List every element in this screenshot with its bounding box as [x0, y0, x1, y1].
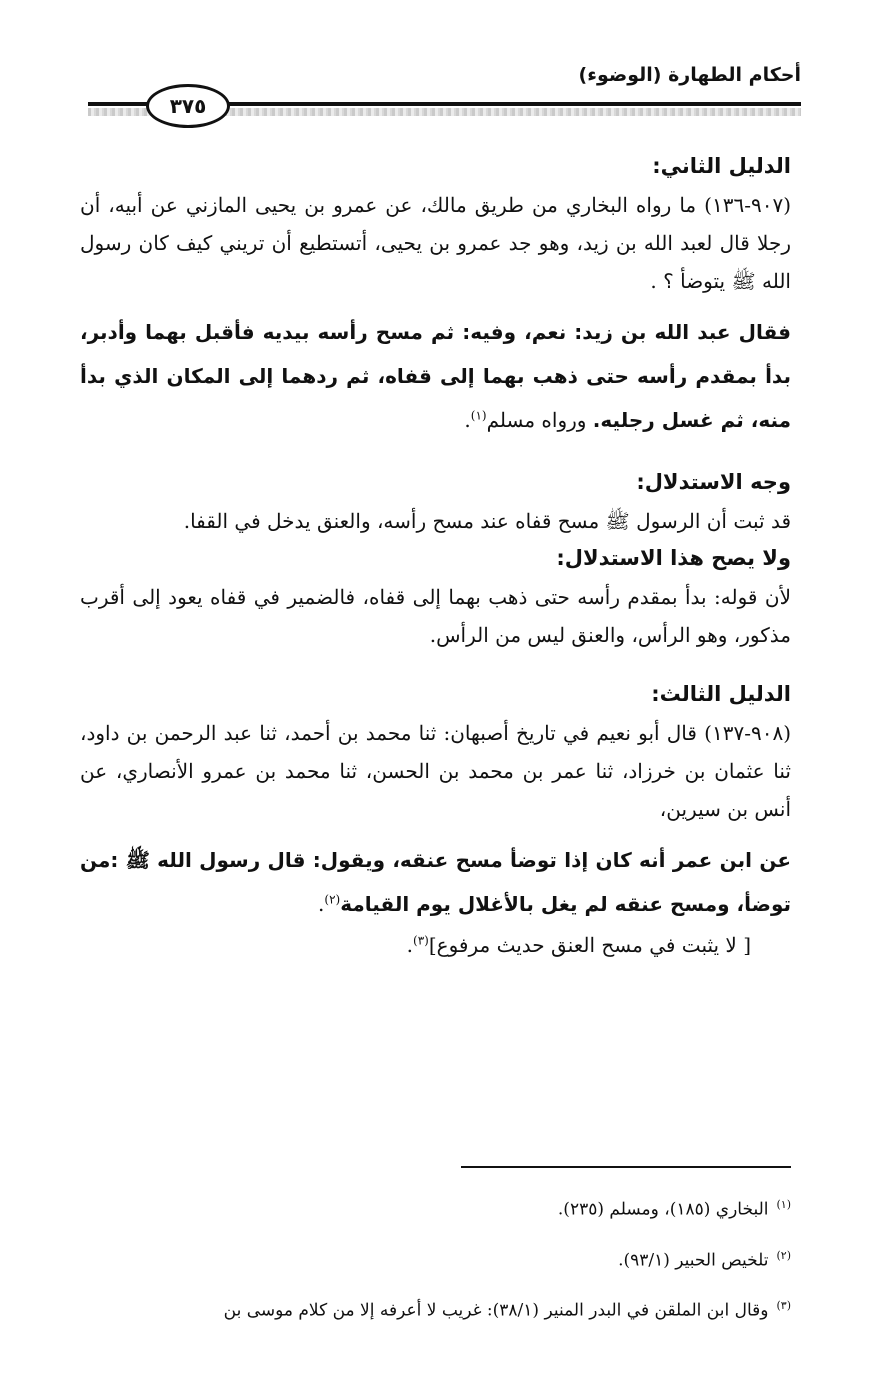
page-number: ٣٧٥ [146, 84, 230, 128]
hadith-source-note: ورواه مسلم [486, 408, 593, 432]
footnote-ref-2[interactable]: (٢) [324, 892, 341, 907]
inference-text: قد ثبت أن الرسول ﷺ مسح قفاه عند مسح رأسه، والعنق يدخل في القفا. [183, 509, 791, 533]
heading-inference: وجه الاستدلال: [636, 470, 791, 494]
hadith-text-ibn-umar: عن ابن عمر أنه كان إذا توضأ مسح عنقه، ويقول: قال رسول الله ﷺ :من توضأ، ومسح عنقه لم يغل بالأغلال يوم القيامة$^{(٢)}$. [80, 848, 791, 916]
footnote-ref-1[interactable]: (١) [470, 408, 487, 423]
hadith-text-abdullah-bin-zaid: فقال عبد الله بن زيد: نعم، وفيه: ثم مسح رأسه بيديه فأقبل بهما وأدبر، بدأ بمقدم رأسه حتى ذهب بهما إلى قفاه، ثم ردهما إلى المكان الذي بدأ منه، ثم غسل رجليه. ورواه مسلم$^{(١)}$. [80, 320, 791, 432]
running-title: أحكام الطهارة (الوضوء) [578, 64, 801, 86]
heading-second-evidence: الدليل الثاني: [652, 154, 791, 178]
rebuttal-text: لأن قوله: بدأ بمقدم رأسه حتى ذهب بهما إلى قفاه، فالضمير في قفاه يعود إلى أقرب مذكور، وهو الرأس، والعنق ليس من الرأس. [80, 585, 791, 647]
hadith-bold-text: فقال عبد الله بن زيد: نعم، وفيه: ثم مسح رأسه بيديه فأقبل بهما وأدبر، بدأ بمقدم رأسه حتى ذهب بهما إلى قفاه، ثم ردهما إلى المكان الذي بدأ منه، ثم غسل رجليه. [80, 320, 791, 432]
footnote-separator [461, 1166, 791, 1168]
narration-907: (٩٠٧-١٣٦) ما رواه البخاري من طريق مالك، عن عمرو بن يحيى المازني عن أبيه، أن رجلا قال لعبد الله بن زيد، وهو جد عمرو بن يحيى، أتستطيع أن تريني كيف كان رسول الله ﷺ يتوضأ ؟ . [80, 193, 791, 293]
footnote-item: $^{(١)}$البخاري (١٨٥)، ومسلم (٢٣٥). [557, 1198, 791, 1220]
footnote-item: $^{(٢)}$تلخيص الحبير (٩٣/١). [618, 1248, 791, 1271]
heading-rebuttal: ولا يصح هذا الاستدلال: [556, 546, 791, 570]
footnotes [80, 1182, 791, 1334]
footnote-item: $^{(٣)}$وقال ابن الملقن في البدر المنير (٣٨/١): غريب لا أعرفه إلا من كلام موسى بن [223, 1299, 791, 1321]
footnote-ref-3[interactable]: (٣) [413, 933, 429, 948]
hadith-bold-text-2: عن ابن عمر أنه كان إذا توضأ مسح عنقه، ويقول: قال رسول الله ﷺ :من توضأ، ومسح عنقه لم يغل بالأغلال يوم القيامة [80, 848, 791, 916]
narration-908: (٩٠٨-١٣٧) قال أبو نعيم في تاريخ أصبهان: ثنا محمد بن أحمد، ثنا عبد الرحمن بن داود، ثنا عثمان بن خرزاد، ثنا عمر بن محمد بن الحسن، ثنا محمد بن عمرو الأنصاري، عن أنس بن سيرين، [80, 721, 791, 821]
ruling-statement: [ لا يثبت في مسح العنق حديث مرفوع]$^{(٣)}$. [406, 933, 751, 957]
main-text [80, 148, 791, 964]
heading-third-evidence: الدليل الثالث: [651, 682, 791, 706]
